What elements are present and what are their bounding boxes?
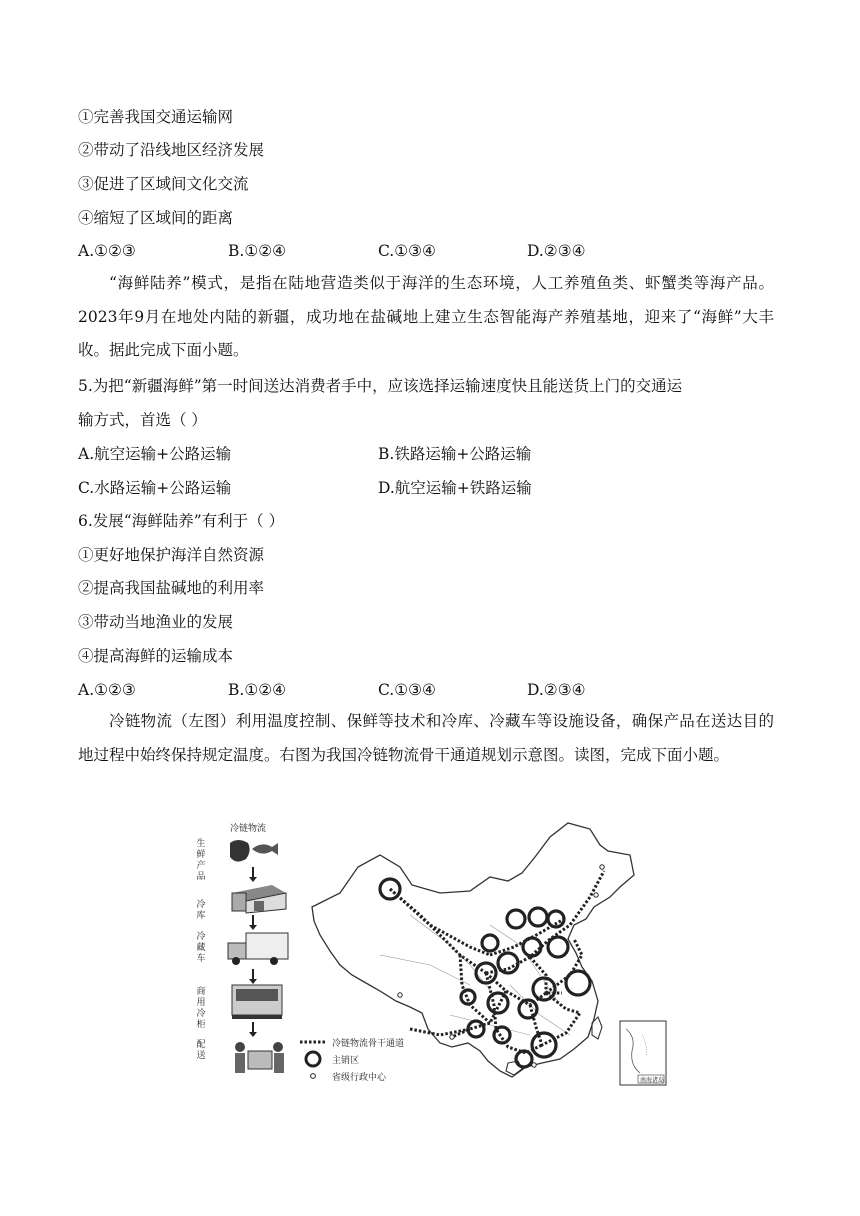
- flow-step-cold-storage: 冷库: [196, 900, 206, 921]
- q6-item-3: ③带动当地渔业的发展: [78, 613, 234, 631]
- fresh-product-icon: [230, 840, 278, 862]
- q6-option-a[interactable]: A.①②③: [78, 681, 136, 699]
- legend-sales-label: 主销区: [332, 1056, 360, 1066]
- legend-sales-symbol: [306, 1052, 320, 1066]
- flow-step-commercial-freezer: 商用冷柜: [196, 987, 206, 1030]
- q6-stem: 6.发展“海鲜陆养”有利于（ ）: [78, 512, 285, 530]
- flow-title: 冷链物流: [230, 824, 267, 834]
- q5-stem-line1: 5.为把“新疆海鲜”第一时间送达消费者手中，应该选择运输速度快且能送货上门的交通运: [78, 377, 683, 395]
- q6-option-b[interactable]: B.①②④: [228, 681, 287, 699]
- cold-chain-figure: [190, 815, 690, 1090]
- q6-item-2: ②提高我国盐碱地的利用率: [78, 579, 265, 597]
- reefer-truck-icon: [228, 933, 288, 965]
- q4-option-b[interactable]: B.①②④: [228, 242, 287, 260]
- q6-item-1: ①更好地保护海洋自然资源: [78, 546, 265, 564]
- delivery-icon: [235, 1042, 284, 1073]
- inset-label: 南海诸岛: [640, 1077, 665, 1084]
- provincial-centers: [398, 865, 604, 1067]
- q5-option-b[interactable]: B.铁路运输+公路运输: [378, 445, 532, 463]
- q4-item-4: ④缩短了区域间的距离: [78, 209, 234, 227]
- commercial-freezer-icon: [232, 985, 282, 1019]
- q6-option-d[interactable]: D.②③④: [527, 681, 586, 699]
- legend-center-label: 省级行政中心: [332, 1073, 387, 1083]
- q5-stem-line2: 输方式，首选（ ）: [78, 411, 207, 429]
- legend-center-symbol: [311, 1074, 316, 1079]
- q5-option-d[interactable]: D.航空运输+铁路运输: [378, 479, 532, 497]
- q4-option-d[interactable]: D.②③④: [527, 242, 586, 260]
- hainan-island: [506, 1061, 522, 1075]
- flow-step-fresh-product: 生鲜产品: [196, 839, 206, 882]
- flow-step-reefer-truck: 冷藏车: [196, 932, 206, 964]
- q4-item-3: ③促进了区域间文化交流: [78, 175, 249, 193]
- q6-item-4: ④提高海鲜的运输成本: [78, 647, 234, 665]
- passage-cold-chain: 冷链物流（左图）利用温度控制、保鲜等技术和冷库、冷藏车等设施设备，确保产品在送达目的地过程中始终保持规定温度。右图为我国冷链物流骨干通道规划示意图。读图，完成下面小题。: [78, 712, 774, 764]
- legend-corridor-label: 冷链物流骨干通道: [332, 1039, 405, 1049]
- passage-seafood-inland: “海鲜陆养”模式，是指在陆地营造类似于海洋的生态环境，人工养殖鱼类、虾蟹类等海产品。2023年9月在地处内陆的新疆，成功地在盐碱地上建立生态智能海产养殖基地，迎来了“海鲜”大丰收。据此完成下面小题。: [78, 274, 774, 359]
- q5-option-c[interactable]: C.水路运输+公路运输: [78, 479, 232, 497]
- cold-storage-icon: [232, 885, 286, 913]
- q4-item-2: ②带动了沿线地区经济发展: [78, 141, 265, 159]
- q4-option-c[interactable]: C.①③④: [378, 242, 436, 260]
- q4-item-1: ①完善我国交通运输网: [78, 108, 234, 126]
- q4-option-a[interactable]: A.①②③: [78, 242, 136, 260]
- flow-step-delivery: 配送: [196, 1040, 206, 1061]
- q5-option-a[interactable]: A.航空运输+公路运输: [78, 445, 232, 463]
- figure-graphics: [190, 815, 690, 1090]
- q6-option-c[interactable]: C.①③④: [378, 681, 436, 699]
